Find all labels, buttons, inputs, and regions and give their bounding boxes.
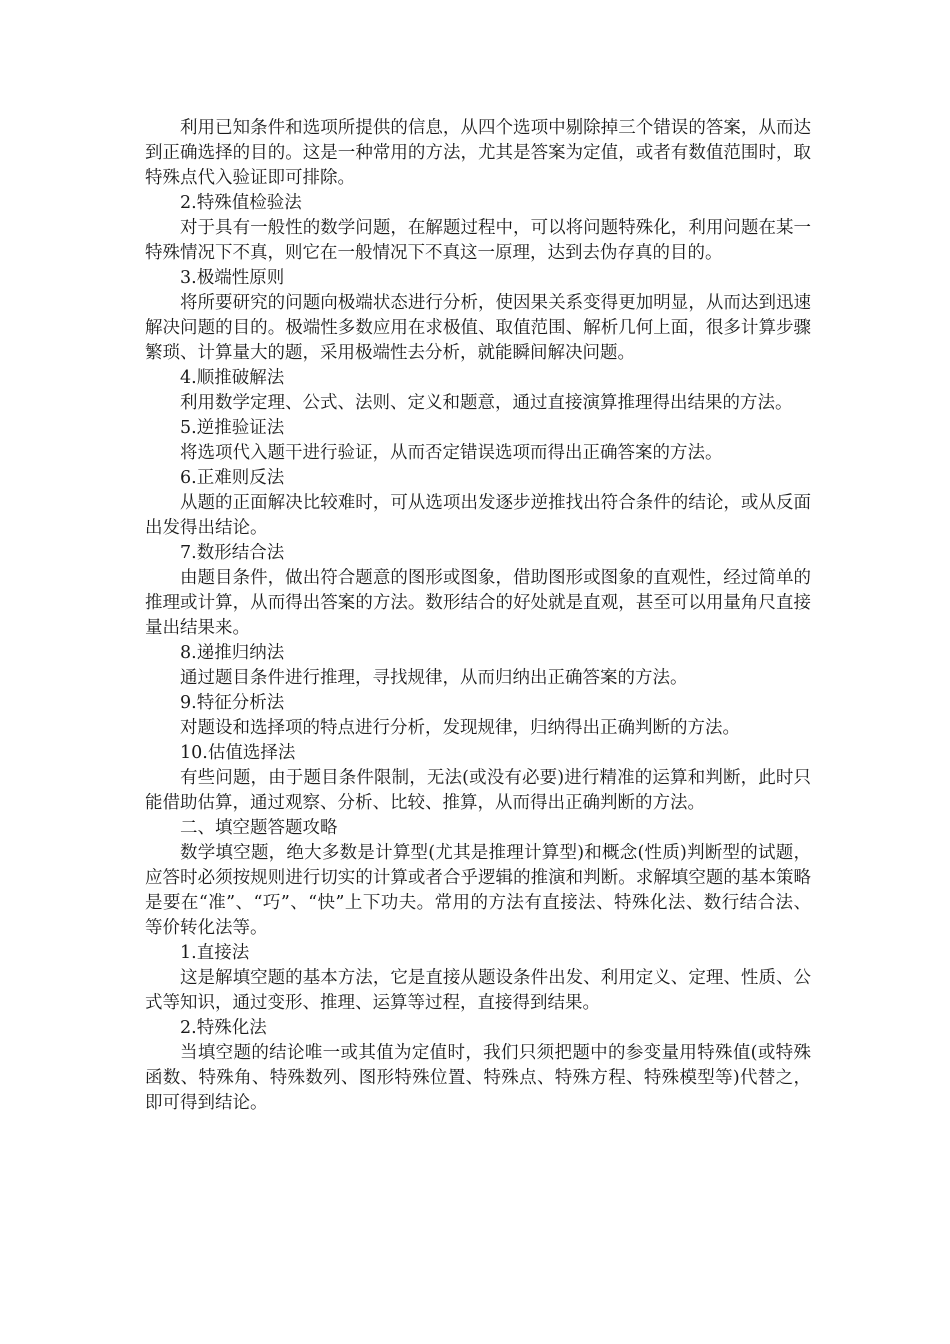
- section-heading: 6.正难则反法: [180, 468, 285, 488]
- document-page: [145, 116, 811, 1116]
- body-paragraph: 利用数学定理、公式、法则、定义和题意，通过直接演算推理得出结果的方法。: [180, 393, 793, 413]
- section-heading: 8.递推归纳法: [180, 643, 285, 663]
- body-paragraph: 将选项代入题干进行验证，从而否定错误选项而得出正确答案的方法。: [180, 443, 723, 463]
- body-paragraph: 由题目条件，做出符合题意的图形或图象，借助图形或图象的直观性，经过简单的推理或计算，从而得出答案的方法。数形结合的好处就是直观，甚至可以用量角尺直接量出结果来。: [145, 568, 811, 638]
- body-paragraph: 利用已知条件和选项所提供的信息，从四个选项中剔除掉三个错误的答案，从而达到正确选择的目的。这是一种常用的方法，尤其是答案为定值，或者有数值范围时，取特殊点代入验证即可排除。: [145, 118, 811, 188]
- section-heading: 9.特征分析法: [180, 693, 285, 713]
- body-paragraph: 从题的正面解决比较难时，可从选项出发逐步逆推找出符合条件的结论，或从反面出发得出结论。: [145, 493, 811, 538]
- section-heading: 1.直接法: [180, 943, 250, 963]
- section-heading: 2.特殊化法: [180, 1018, 267, 1038]
- section-heading: 二、填空题答题攻略: [180, 818, 338, 838]
- body-paragraph: 将所要研究的问题向极端状态进行分析，使因果关系变得更加明显，从而达到迅速解决问题的目的。极端性多数应用在求极值、取值范围、解析几何上面，很多计算步骤繁琐、计算量大的题，采用极端性去分析，就能瞬间解决问题。: [145, 293, 811, 363]
- section-heading: 2.特殊值检验法: [180, 193, 302, 213]
- section-heading: 3.极端性原则: [180, 268, 285, 288]
- section-heading: 10.估值选择法: [180, 743, 296, 763]
- section-heading: 7.数形结合法: [180, 543, 285, 563]
- body-paragraph: 数学填空题，绝大多数是计算型(尤其是推理计算型)和概念(性质)判断型的试题，应答时必须按规则进行切实的计算或者合乎逻辑的推演和判断。求解填空题的基本策略是要在“准”、“巧”、“快”上下功夫。常用的方法有直接法、特殊化法、数行结合法、等价转化法等。: [145, 843, 811, 938]
- body-paragraph: 有些问题，由于题目条件限制，无法(或没有必要)进行精准的运算和判断，此时只能借助估算，通过观察、分析、比较、推算，从而得出正确判断的方法。: [145, 768, 811, 813]
- body-paragraph: 通过题目条件进行推理，寻找规律，从而归纳出正确答案的方法。: [180, 668, 688, 688]
- body-paragraph: 对题设和选择项的特点进行分析，发现规律，归纳得出正确判断的方法。: [180, 718, 740, 738]
- section-heading: 4.顺推破解法: [180, 368, 285, 388]
- section-heading: 5.逆推验证法: [180, 418, 285, 438]
- body-paragraph: 对于具有一般性的数学问题，在解题过程中，可以将问题特殊化，利用问题在某一特殊情况下不真，则它在一般情况下不真这一原理，达到去伪存真的目的。: [145, 218, 811, 263]
- body-paragraph: 当填空题的结论唯一或其值为定值时，我们只须把题中的参变量用特殊值(或特殊函数、特殊角、特殊数列、图形特殊位置、特殊点、特殊方程、特殊模型等)代替之，即可得到结论。: [145, 1043, 811, 1113]
- body-paragraph: 这是解填空题的基本方法，它是直接从题设条件出发、利用定义、定理、性质、公式等知识，通过变形、推理、运算等过程，直接得到结果。: [145, 968, 811, 1013]
